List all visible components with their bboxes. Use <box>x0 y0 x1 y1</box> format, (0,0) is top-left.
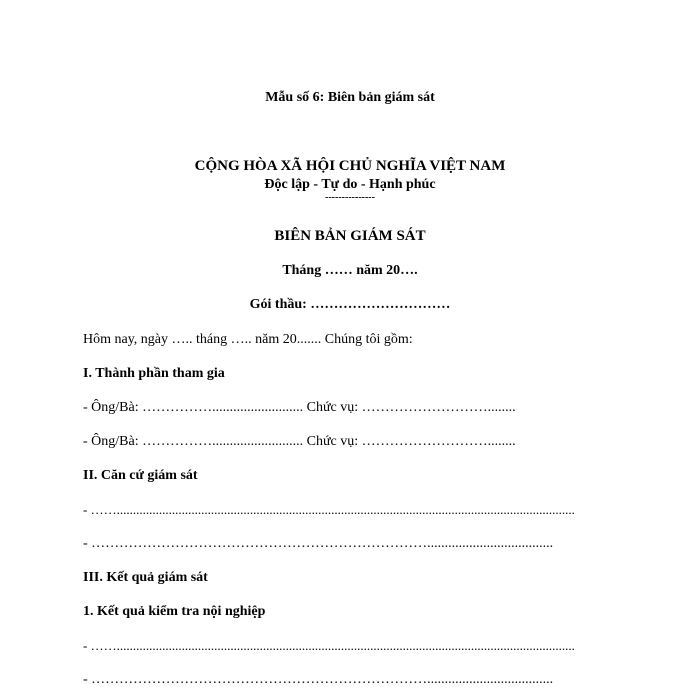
subsection-heading: 1. Kết quả kiểm tra nội nghiệp <box>83 604 266 619</box>
participants-heading: I. Thành phần tham gia <box>83 366 225 381</box>
intro-line: Hôm nay, ngày ….. tháng ….. năm 20....... Chúng tôi gồm: <box>83 332 413 347</box>
results-heading: III. Kết quả giám sát <box>83 570 208 585</box>
document-title: BIÊN BẢN GIÁM SÁT <box>274 228 426 244</box>
basis-line: - ……............................................................................................................................................. <box>83 502 575 517</box>
form-label: Mẫu số 6: Biên bản giám sát <box>265 90 435 105</box>
result-line: - ……............................................................................................................................................. <box>83 638 575 653</box>
country-header: CỘNG HÒA XÃ HỘI CHỦ NGHĨA VIỆT NAM <box>194 158 506 174</box>
package-line: Gói thầu: ………………………… <box>249 297 451 312</box>
participant-line: - Ông/Bà: …………….......................... Chức vụ: ………………………........ <box>83 434 516 449</box>
header-divider: --------------- <box>325 192 375 203</box>
basis-line: - ……………………………………………………………….................................... <box>83 536 554 551</box>
period-line: Tháng …… năm 20…. <box>282 263 418 278</box>
result-line: - ……………………………………………………………….................................... <box>83 672 554 687</box>
participant-line: - Ông/Bà: …………….......................... Chức vụ: ………………………........ <box>83 400 516 415</box>
basis-heading: II. Căn cứ giám sát <box>83 468 198 483</box>
motto: Độc lập - Tự do - Hạnh phúc <box>264 177 436 192</box>
